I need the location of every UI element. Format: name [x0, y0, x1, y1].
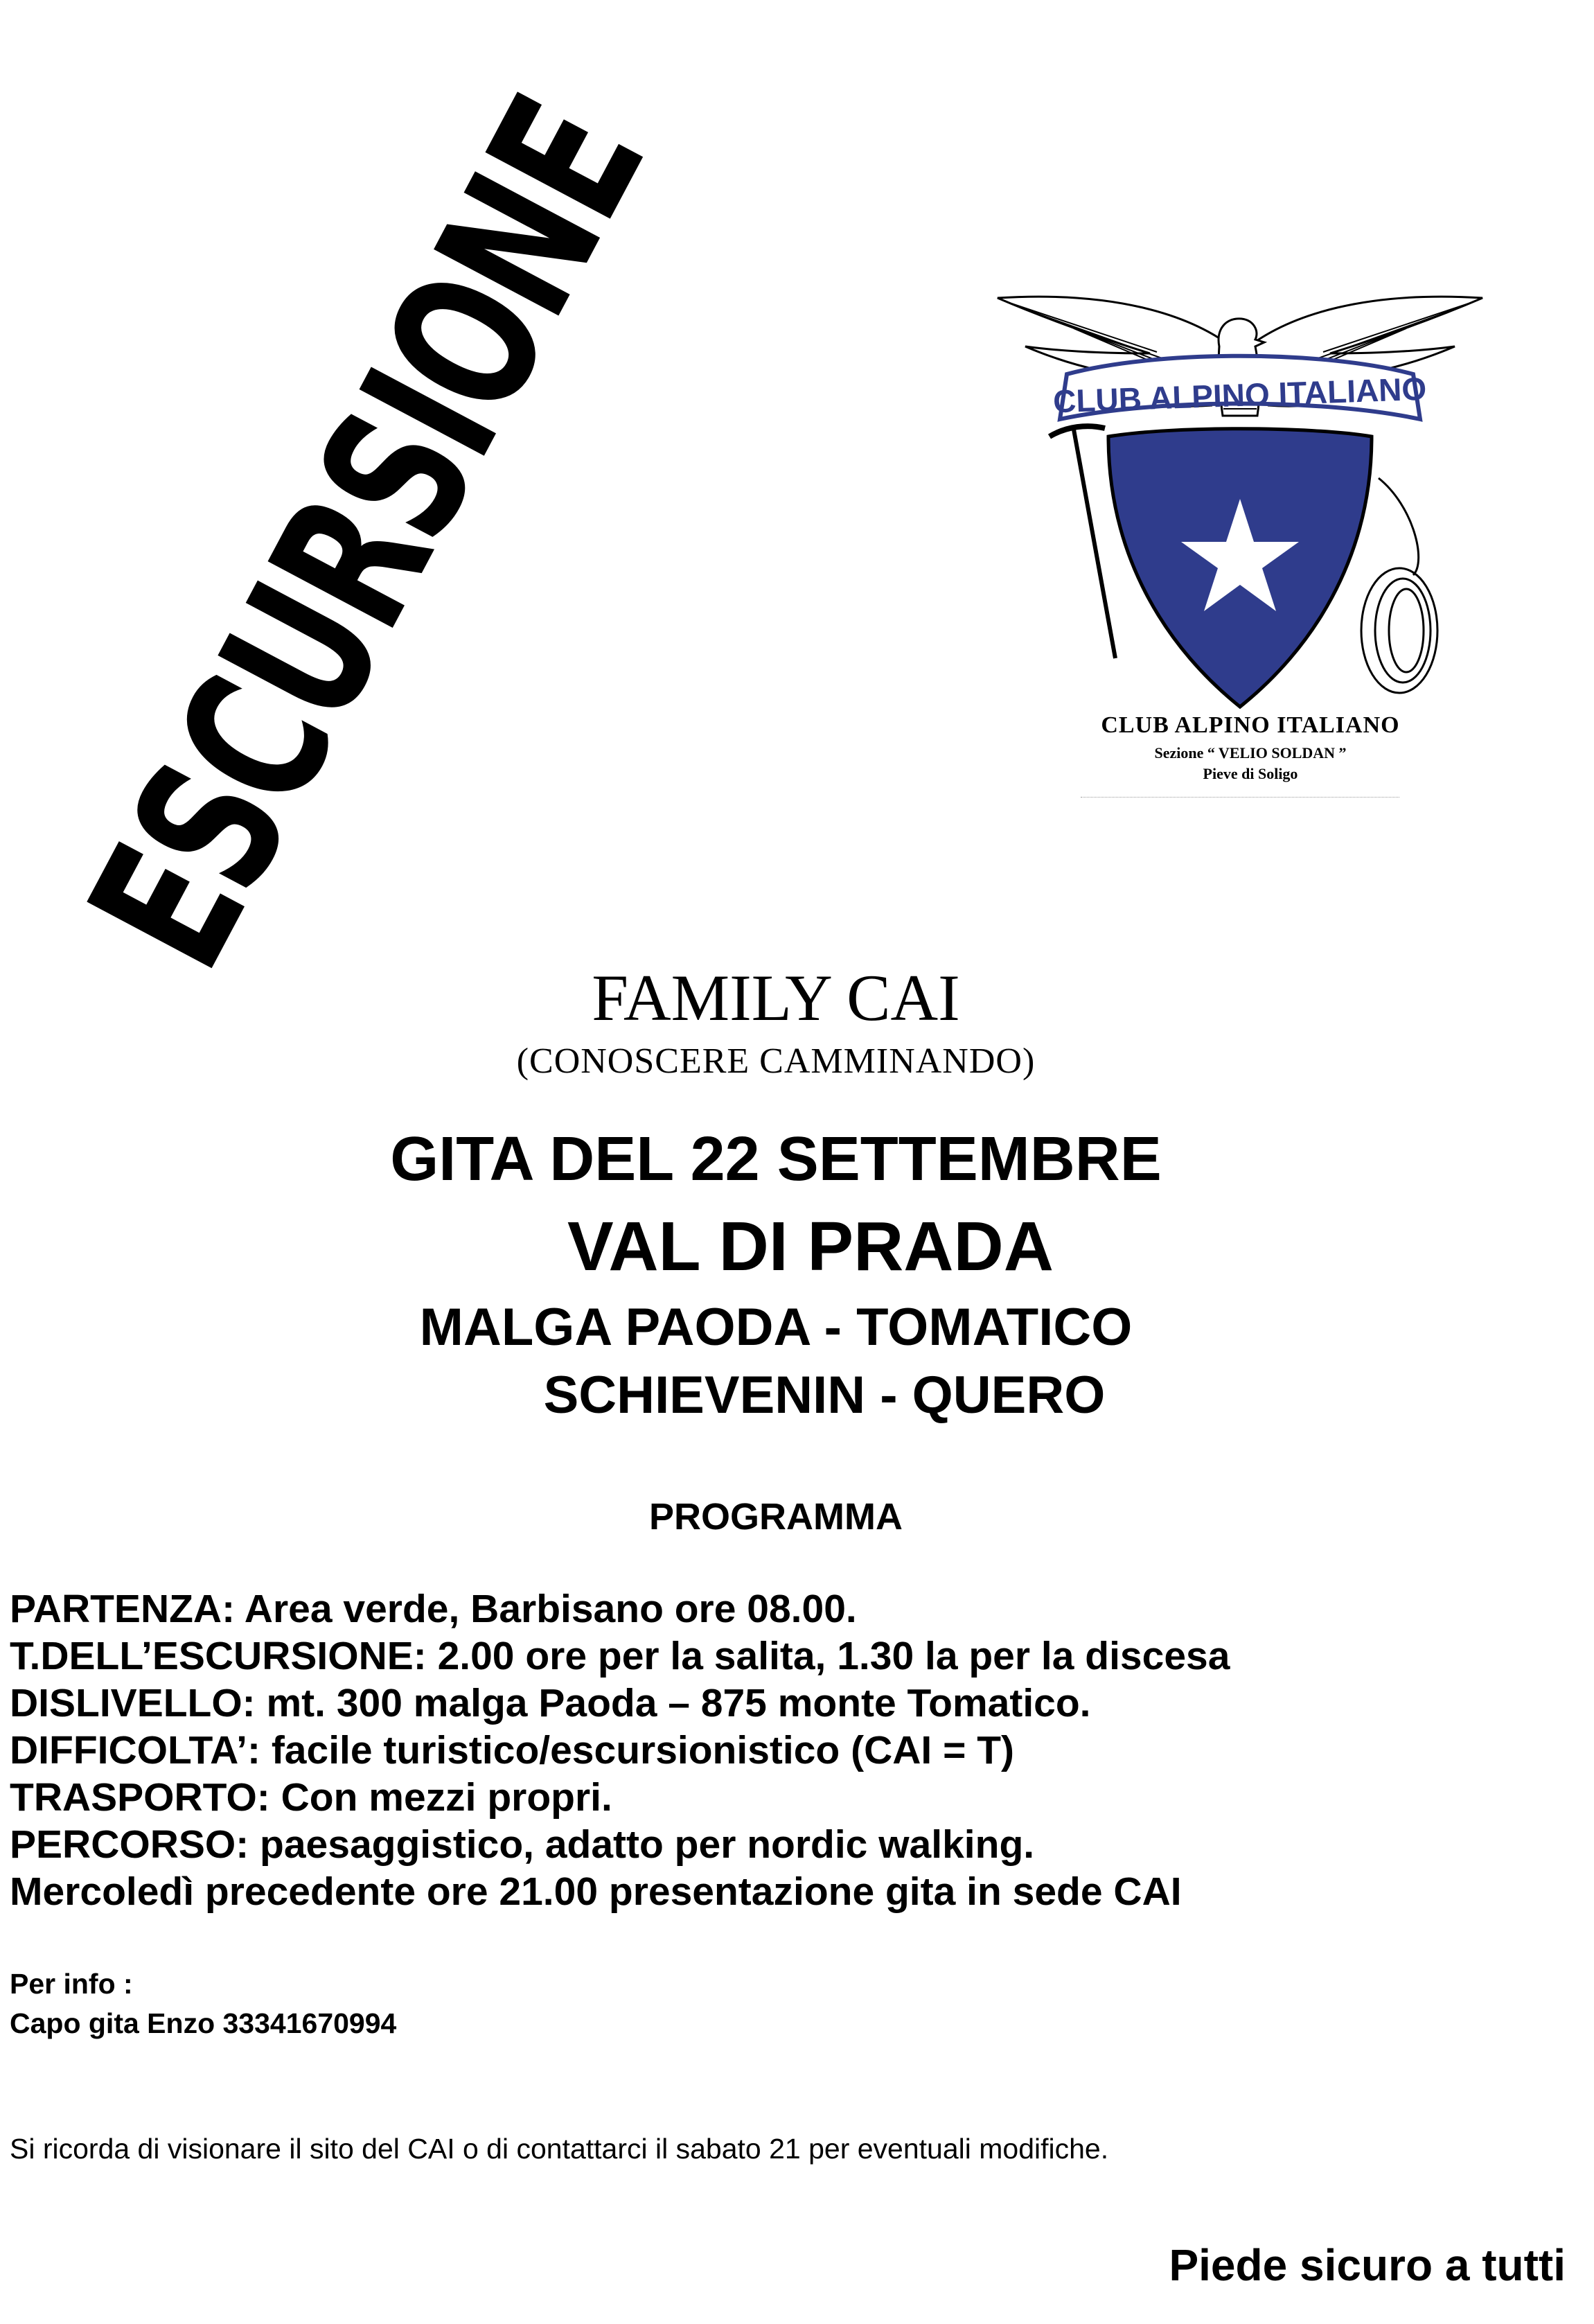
closing-message: Piede sicuro a tutti — [1169, 2240, 1566, 2290]
logo-place: Pieve di Soligo — [1203, 765, 1298, 782]
logo-section: Sezione “ VELIO SOLDAN ” — [1154, 744, 1347, 762]
program-item-elevation: DISLIVELLO: mt. 300 malga Paoda – 875 monte Tomatico. — [10, 1681, 1091, 1725]
program-list — [10, 1585, 1582, 1915]
program-item-route: PERCORSO: paesaggistico, adatto per nordic walking. — [10, 1822, 1035, 1867]
title-wrapper — [31, 26, 702, 1041]
program-item-duration: T.DELL’ESCURSIONE: 2.00 ore per la salita, 1.30 la per la discesa — [10, 1634, 1230, 1678]
program-item-presentation: Mercoledì precedente ore 21.00 presentazione gita in sede CAI — [10, 1869, 1182, 1914]
reminder-note: Si ricorda di visionare il sito del CAI o di contattarci il sabato 21 per eventuali modifiche. — [10, 2133, 1109, 2165]
program-heading: PROGRAMMA — [649, 1496, 903, 1538]
route-line-2: SCHIEVENIN - QUERO — [543, 1366, 1106, 1425]
program-item-transport: TRASPORTO: Con mezzi propri. — [10, 1775, 612, 1820]
logo-divider — [1081, 797, 1399, 798]
program-item-departure: PARTENZA: Area verde, Barbisano ore 08.00. — [10, 1587, 857, 1631]
info-label: Per info : — [10, 1968, 133, 2000]
program-item-difficulty: DIFFICOLTA’: facile turistico/escursionistico (CAI = T) — [10, 1728, 1014, 1772]
trip-destination: VAL DI PRADA — [567, 1208, 1054, 1285]
logo-banner-text: CLUB ALPINO ITALIANO — [1052, 370, 1427, 420]
poster-title: ESCURSIONE — [46, 66, 687, 1001]
route-line-1: MALGA PAODA - TOMATICO — [419, 1298, 1133, 1357]
info-contact: Capo gita Enzo 33341670994 — [10, 2007, 397, 2039]
cai-logo-icon — [984, 270, 1496, 755]
family-heading: FAMILY CAI — [592, 961, 960, 1035]
trip-date: GITA DEL 22 SETTEMBRE — [390, 1125, 1162, 1194]
logo-club-name: CLUB ALPINO ITALIANO — [1101, 712, 1400, 738]
family-subtitle: (CONOSCERE CAMMINANDO) — [516, 1041, 1036, 1081]
